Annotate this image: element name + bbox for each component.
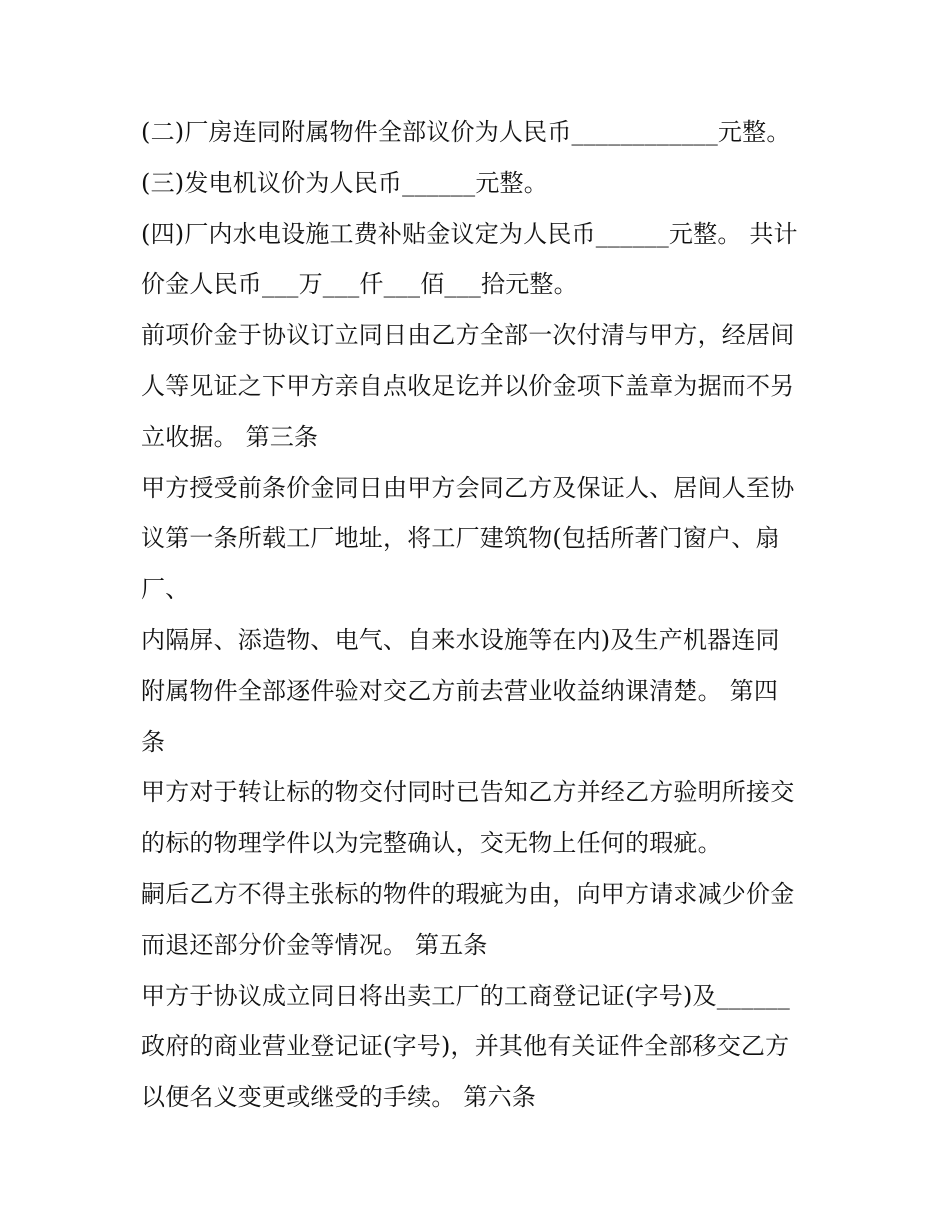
text-line: 前项价金于协议订立同日由乙方全部一次付清与甲方，经居间 bbox=[141, 321, 795, 350]
text-line: (三)发电机议价为人民币______元整。 bbox=[141, 168, 548, 197]
text-line: 附属物件全部逐件验对交乙方前去营业收益纳课清楚。 第四 bbox=[141, 676, 779, 705]
document-body bbox=[141, 107, 821, 1123]
text-line: 甲方授受前条价金同日由甲方会同乙方及保证人、居间人至协 bbox=[141, 473, 795, 502]
text-line: 的标的物理学件以为完整确认，交无物上任何的瑕疵。 bbox=[141, 829, 722, 858]
text-line: 条 bbox=[141, 727, 166, 756]
text-line: 立收据。 第三条 bbox=[141, 422, 319, 451]
text-line: 内隔屏、添造物、电气、自来水设施等在内)及生产机器连同 bbox=[141, 625, 780, 654]
text-line: 政府的商业营业登记证(字号)，并其他有关证件全部移交乙方 bbox=[141, 1032, 790, 1061]
text-line: 人等见证之下甲方亲自点收足讫并以价金项下盖章为据而不另 bbox=[141, 371, 795, 400]
text-line: (二)厂房连同附属物件全部议价为人民币____________元整。 bbox=[141, 118, 791, 146]
text-line: 议第一条所载工厂地址，将工厂建筑物(包括所著门窗户、扇 bbox=[141, 524, 780, 553]
text-line: 甲方于协议成立同日将出卖工厂的工商登记证(字号)及______ bbox=[141, 981, 790, 1010]
text-line: 甲方对于转让标的物交付同时已告知乙方并经乙方验明所接交 bbox=[141, 778, 795, 807]
text-line: 厂、 bbox=[141, 575, 190, 604]
text-line: (四)厂内水电设施工费补贴金议定为人民币______元整。 共计 bbox=[141, 219, 798, 248]
text-line: 而退还部分价金等情况。 第五条 bbox=[141, 930, 488, 959]
text-line: 价金人民币___万___仟___佰___拾元整。 bbox=[141, 270, 578, 299]
text-line: 嗣后乙方不得主张标的物件的瑕疵为由，向甲方请求减少价金 bbox=[141, 879, 795, 908]
text-line: 以便名义变更或继受的手续。 第六条 bbox=[141, 1083, 537, 1112]
